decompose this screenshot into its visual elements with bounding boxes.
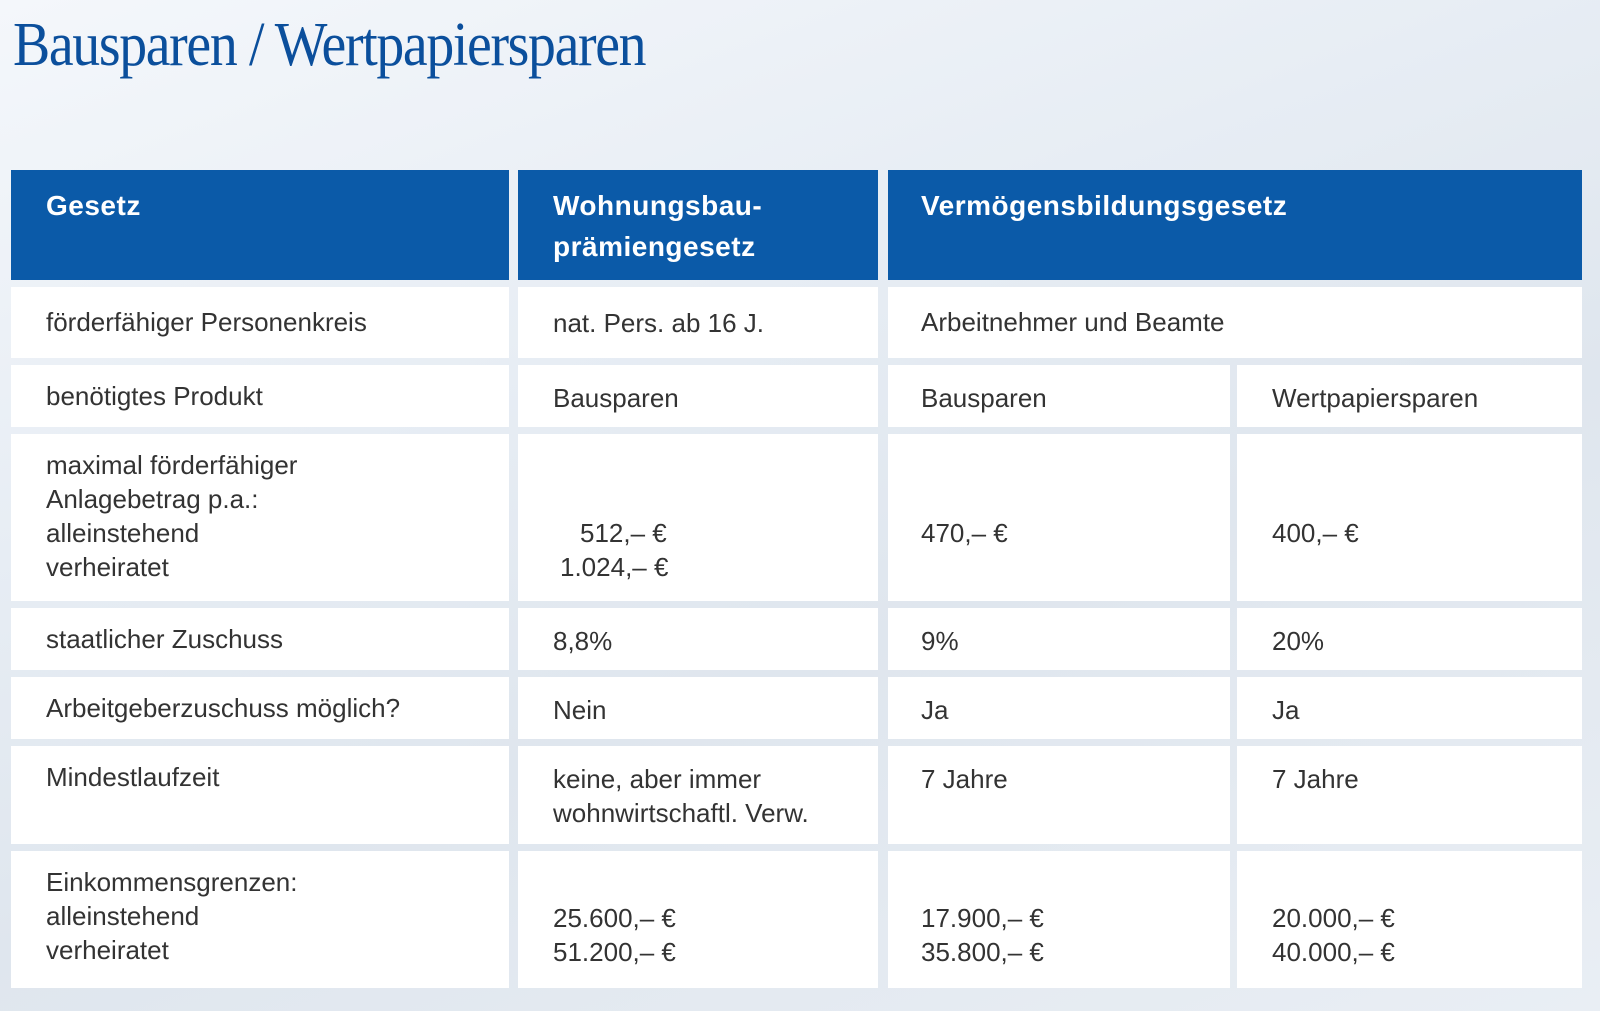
row-einkommen-wobau-line1: 25.600,– €: [553, 903, 676, 933]
row-personenkreis-label: [11, 287, 509, 358]
row-anlagebetrag-label-line3: alleinstehend: [46, 518, 200, 548]
row-produkt-wertpapier: [1237, 365, 1582, 427]
row-laufzeit-wobau: [518, 746, 878, 844]
row-anlagebetrag-wobau-line1: 512,– €: [580, 518, 667, 548]
row-anlagebetrag-bausparen: [888, 434, 1230, 601]
row-laufzeit-label: [11, 746, 509, 844]
row-anlagebetrag-wobau-line2: 1.024,– €: [560, 552, 669, 582]
header-gesetz: [11, 170, 509, 280]
page-title: Bausparen / Wertpapiersparen: [13, 11, 646, 79]
row-laufzeit-wertpapier: [1237, 746, 1582, 844]
row-anlagebetrag-label: [11, 434, 509, 601]
row-einkommen-label: [11, 851, 509, 988]
row-arbeitgeber-wobau-text: Nein: [553, 695, 607, 725]
row-anlagebetrag-label-line1: maximal förderfähiger: [46, 450, 298, 480]
header-gesetz-label: Gesetz: [46, 190, 141, 221]
row-arbeitgeber-bausparen: [888, 677, 1230, 739]
row-zuschuss-label-text: staatlicher Zuschuss: [46, 624, 283, 654]
row-zuschuss-wertpapier-text: 20%: [1272, 626, 1325, 656]
row-produkt-wertpapier-text: Wertpapiersparen: [1272, 383, 1479, 413]
row-zuschuss-bausparen-text: 9%: [921, 626, 959, 656]
row-zuschuss-wobau-text: 8,8%: [553, 626, 613, 656]
row-anlagebetrag-wertpapier: [1237, 434, 1582, 601]
row-einkommen-label-line2: alleinstehend: [46, 901, 200, 931]
row-laufzeit-label-text: Mindestlaufzeit: [46, 762, 220, 792]
row-arbeitgeber-bausparen-text: Ja: [921, 695, 949, 725]
row-personenkreis-wobau: [518, 287, 878, 358]
row-anlagebetrag-label-line2: Anlagebetrag p.a.:: [46, 484, 259, 514]
header-vermoegensbildung-label: Vermögensbildungsgesetz: [921, 190, 1288, 221]
row-einkommen-bausparen: [888, 851, 1230, 988]
row-anlagebetrag-bausparen-text: 470,– €: [921, 518, 1008, 548]
row-personenkreis-wobau-text: nat. Pers. ab 16 J.: [553, 308, 765, 338]
header-wohnungsbau-line1: Wohnungsbau-: [553, 190, 763, 221]
row-zuschuss-label: [11, 608, 509, 670]
row-personenkreis-vermoegen-text: Arbeitnehmer und Beamte: [921, 307, 1225, 337]
row-produkt-bausparen: [888, 365, 1230, 427]
row-laufzeit-bausparen: [888, 746, 1230, 844]
row-personenkreis-vermoegen: [888, 287, 1582, 358]
row-arbeitgeber-label-text: Arbeitgeberzuschuss möglich?: [46, 693, 401, 723]
row-laufzeit-bausparen-text: 7 Jahre: [921, 764, 1008, 794]
header-wohnungsbau-line2: prämiengesetz: [553, 231, 756, 262]
row-produkt-label-text: benötigtes Produkt: [46, 381, 263, 411]
row-arbeitgeber-wertpapier-text: Ja: [1272, 695, 1300, 725]
row-anlagebetrag-wobau: [518, 434, 878, 601]
row-laufzeit-wertpapier-text: 7 Jahre: [1272, 764, 1359, 794]
header-vermoegensbildung: [888, 170, 1582, 280]
row-einkommen-label-line3: verheiratet: [46, 935, 169, 965]
row-einkommen-bausparen-line2: 35.800,– €: [921, 937, 1044, 967]
row-einkommen-wertpapier-line1: 20.000,– €: [1272, 903, 1395, 933]
row-einkommen-wertpapier-line2: 40.000,– €: [1272, 937, 1395, 967]
row-einkommen-wertpapier: [1237, 851, 1582, 988]
row-einkommen-wobau: [518, 851, 878, 988]
row-laufzeit-wobau-line2: wohnwirtschaftl. Verw.: [553, 798, 809, 828]
row-zuschuss-wertpapier: [1237, 608, 1582, 670]
row-einkommen-bausparen-line1: 17.900,– €: [921, 903, 1044, 933]
row-anlagebetrag-wertpapier-text: 400,– €: [1272, 518, 1359, 548]
row-arbeitgeber-wertpapier: [1237, 677, 1582, 739]
row-zuschuss-wobau: [518, 608, 878, 670]
row-produkt-bausparen-text: Bausparen: [921, 383, 1047, 413]
row-anlagebetrag-label-line4: verheiratet: [46, 552, 169, 582]
row-produkt-label: [11, 365, 509, 427]
header-wohnungsbau: [518, 170, 878, 280]
row-zuschuss-bausparen: [888, 608, 1230, 670]
row-arbeitgeber-label: [11, 677, 509, 739]
row-produkt-wobau-text: Bausparen: [553, 383, 679, 413]
row-personenkreis-label-text: förderfähiger Personenkreis: [46, 307, 367, 337]
row-produkt-wobau: [518, 365, 878, 427]
row-laufzeit-wobau-line1: keine, aber immer: [553, 764, 762, 794]
row-arbeitgeber-wobau: [518, 677, 878, 739]
row-einkommen-wobau-line2: 51.200,– €: [553, 937, 676, 967]
row-einkommen-label-line1: Einkommensgrenzen:: [46, 867, 298, 897]
